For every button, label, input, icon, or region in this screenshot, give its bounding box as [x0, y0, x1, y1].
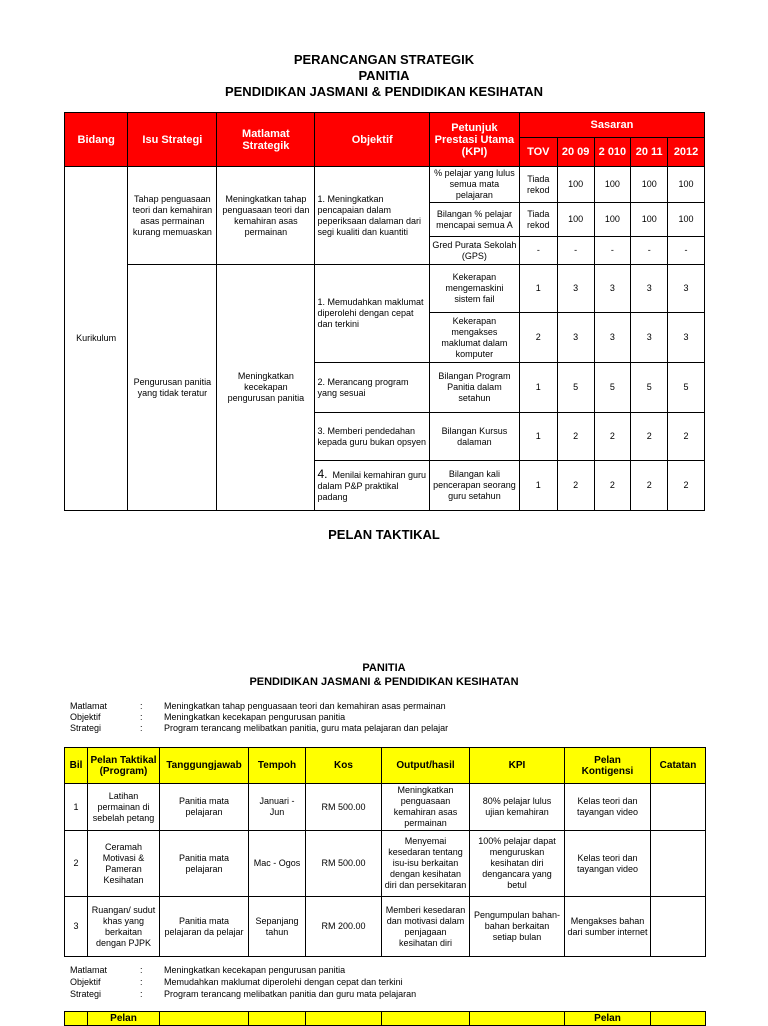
- strategic-table: [64, 112, 705, 511]
- header-cell: [306, 1012, 382, 1026]
- table-row: [65, 831, 706, 897]
- cell-value: 3: [594, 313, 631, 363]
- header-2010: 2 010: [594, 138, 631, 167]
- cell-isu-2: Pengurusan panitia yang tidak teratur: [128, 265, 217, 511]
- cell-value: -: [668, 237, 705, 265]
- section-title-subject: PENDIDIKAN JASMANI & PENDIDIKAN KESIHATAN: [249, 676, 519, 688]
- info-colon: :: [140, 965, 143, 975]
- info-label: Matlamat: [70, 701, 108, 711]
- header-catatan: Catatan: [651, 748, 706, 784]
- doc-subtitle-panitia: PANITIA: [358, 68, 410, 83]
- cell-value: 100: [668, 167, 705, 203]
- cell-value: 2: [668, 461, 705, 511]
- header-kontigensi: Pelan: [565, 1012, 651, 1026]
- cell-kpi: Bilangan Kursus dalaman: [429, 413, 519, 461]
- cell-tanggungjawab: Panitia mata pelajaran da pelajar: [160, 897, 249, 957]
- header-cell: [470, 1012, 565, 1026]
- header-tempoh: Tempoh: [249, 748, 306, 784]
- info-label: Strategi: [70, 989, 102, 999]
- objektif-text: Menilai kemahiran guru dalam P&P praktikal padang: [317, 469, 427, 502]
- cell-value: 3: [594, 265, 631, 313]
- header-isu-strategi: Isu Strategi: [128, 113, 217, 167]
- cell-objektif-1: 1. Meningkatkan pencapaian dalam peperiksaan dalaman dari segi kualiti dan kuantiti: [315, 167, 430, 265]
- cell-kos: RM 200.00: [306, 897, 382, 957]
- cell-value: 3: [668, 265, 705, 313]
- cell-bidang: Kurikulum: [65, 167, 128, 511]
- cell-kpi: Kekerapan mengakses maklumat dalam komputer: [429, 313, 519, 363]
- header-cell: [160, 1012, 249, 1026]
- header-output: Output/hasil: [382, 748, 470, 784]
- header-bidang: Bidang: [65, 113, 128, 167]
- info-label: Matlamat: [70, 965, 108, 975]
- cell-kpi: Kekerapan mengemaskini sistem fail: [429, 265, 519, 313]
- cell-objektif-2-4: [315, 461, 430, 511]
- cell-output: Meningkatkan penguasaan kemahiran asas permainan: [382, 784, 470, 831]
- cell-pelan: Latihan permainan di sebelah petang: [88, 784, 160, 831]
- cell-catatan: [651, 784, 706, 831]
- header-pelan: Pelan Taktikal (Program): [88, 748, 160, 784]
- cell-value: 5: [668, 363, 705, 413]
- doc-subtitle-subject: PENDIDIKAN JASMANI & PENDIDIKAN KESIHATAN: [224, 84, 544, 99]
- info-colon: :: [140, 989, 143, 999]
- cell-value: 2: [631, 461, 668, 511]
- cell-tov: Tiada rekod: [519, 203, 557, 237]
- cell-output: Menyemai kesedaran tentang isu-isu berkaitan dengan kesihatan diri dan persekitaran: [382, 831, 470, 897]
- info-colon: :: [140, 701, 143, 711]
- cell-value: 100: [557, 203, 594, 237]
- header-kos: Kos: [306, 748, 382, 784]
- cell-value: 3: [557, 265, 594, 313]
- objektif-number: 4.: [317, 466, 328, 481]
- cell-kpi: Gred Purata Sekolah (GPS): [429, 237, 519, 265]
- table-row: [65, 265, 705, 313]
- cell-kos: RM 500.00: [306, 784, 382, 831]
- cell-value: 2: [557, 461, 594, 511]
- cell-value: 3: [631, 265, 668, 313]
- tactical-table: [64, 747, 706, 957]
- cell-bil: 2: [65, 831, 88, 897]
- cell-isu-1: Tahap penguasaan teori dan kemahiran asas permainan kurang memuaskan: [128, 167, 217, 265]
- cell-kos: RM 500.00: [306, 831, 382, 897]
- info-label: Strategi: [70, 723, 102, 733]
- cell-kpi: Bilangan Program Panitia dalam setahun: [429, 363, 519, 413]
- cell-tempoh: Sepanjang tahun: [249, 897, 306, 957]
- header-cell: [65, 1012, 88, 1026]
- cell-tov: -: [519, 237, 557, 265]
- header-matlamat: Matlamat Strategik: [217, 113, 315, 167]
- cell-kpi: Bilangan kali pencerapan seorang guru setahun: [429, 461, 519, 511]
- cell-value: 100: [631, 167, 668, 203]
- cell-tempoh: Januari - Jun: [249, 784, 306, 831]
- cell-bil: 1: [65, 784, 88, 831]
- cell-kontigensi: Kelas teori dan tayangan video: [565, 831, 651, 897]
- cell-matlamat-2: Meningkatkan kecekapan pengurusan panitia: [217, 265, 315, 511]
- info-value: Memudahkan maklumat diperolehi dengan cepat dan terkini: [164, 977, 403, 987]
- cell-value: 100: [668, 203, 705, 237]
- cell-tov: 1: [519, 461, 557, 511]
- cell-objektif-2-2: 2. Merancang program yang sesuai: [315, 363, 430, 413]
- cell-value: 5: [631, 363, 668, 413]
- cell-tanggungjawab: Panitia mata pelajaran: [160, 784, 249, 831]
- header-objektif: Objektif: [315, 113, 430, 167]
- section-title-panitia: PANITIA: [362, 662, 406, 674]
- table-row: [65, 167, 705, 203]
- cell-tempoh: Mac - Ogos: [249, 831, 306, 897]
- doc-title: PERANCANGAN STRATEGIK: [293, 52, 475, 67]
- cell-value: 100: [594, 203, 631, 237]
- cell-kpi: % pelajar yang lulus semua mata pelajaran: [429, 167, 519, 203]
- info-colon: :: [140, 723, 143, 733]
- cell-objektif-2-1: 1. Memudahkan maklumat diperolehi dengan cepat dan terkini: [315, 265, 430, 363]
- cell-value: 3: [557, 313, 594, 363]
- cell-tanggungjawab: Panitia mata pelajaran: [160, 831, 249, 897]
- cell-kontigensi: Mengakses bahan dari sumber internet: [565, 897, 651, 957]
- info-label: Objektif: [70, 712, 101, 722]
- cell-objektif-2-3: 3. Memberi pendedahan kepada guru bukan opsyen: [315, 413, 430, 461]
- header-cell: [249, 1012, 306, 1026]
- header-2011: 20 11: [631, 138, 668, 167]
- cell-tov: 1: [519, 413, 557, 461]
- cell-value: 2: [668, 413, 705, 461]
- header-tov: TOV: [519, 138, 557, 167]
- cell-kontigensi: Kelas teori dan tayangan video: [565, 784, 651, 831]
- info-label: Objektif: [70, 977, 101, 987]
- cell-tov: 2: [519, 313, 557, 363]
- cell-value: 100: [557, 167, 594, 203]
- header-kpi: KPI: [470, 748, 565, 784]
- cell-value: 3: [668, 313, 705, 363]
- header-bil: Bil: [65, 748, 88, 784]
- cell-matlamat-1: Meningkatkan tahap penguasaan teori dan kemahiran asas permainan: [217, 167, 315, 265]
- cell-kpi: 100% pelajar dapat menguruskan kesihatan diri dengancara yang betul: [470, 831, 565, 897]
- cell-value: -: [594, 237, 631, 265]
- cell-value: 2: [631, 413, 668, 461]
- cell-tov: 1: [519, 363, 557, 413]
- cell-pelan: Ceramah Motivasi & Pameran Kesihatan: [88, 831, 160, 897]
- cell-value: 3: [631, 313, 668, 363]
- cell-value: 5: [557, 363, 594, 413]
- cell-value: -: [631, 237, 668, 265]
- info-value: Program terancang melibatkan panitia dan guru mata pelajaran: [164, 989, 417, 999]
- header-sasaran: Sasaran: [519, 113, 704, 138]
- cell-value: 2: [557, 413, 594, 461]
- info-value: Program terancang melibatkan panitia, guru mata pelajaran dan pelajar: [164, 723, 449, 733]
- info-colon: :: [140, 712, 143, 722]
- header-2012: 2012: [668, 138, 705, 167]
- info-colon: :: [140, 977, 143, 987]
- info-value: Meningkatkan kecekapan pengurusan panitia: [164, 712, 346, 722]
- header-kontigensi: Pelan Kontigensi: [565, 748, 651, 784]
- cell-tov: 1: [519, 265, 557, 313]
- table-row: [65, 897, 706, 957]
- cell-kpi: Pengumpulan bahan-bahan berkaitan setiap bulan: [470, 897, 565, 957]
- table-row: [65, 784, 706, 831]
- header-2009: 20 09: [557, 138, 594, 167]
- cell-pelan: Ruangan/ sudut khas yang berkaitan dengan PJPK: [88, 897, 160, 957]
- cell-catatan: [651, 897, 706, 957]
- cell-value: 2: [594, 461, 631, 511]
- cell-kpi: 80% pelajar lulus ujian kemahiran: [470, 784, 565, 831]
- header-kpi: Petunjuk Prestasi Utama (KPI): [429, 113, 519, 167]
- cell-kpi: Bilangan % pelajar mencapai semua A: [429, 203, 519, 237]
- cell-value: 5: [594, 363, 631, 413]
- cell-value: 2: [594, 413, 631, 461]
- cell-value: -: [557, 237, 594, 265]
- cell-value: 100: [631, 203, 668, 237]
- info-value: Meningkatkan kecekapan pengurusan panitia: [164, 965, 346, 975]
- cell-catatan: [651, 831, 706, 897]
- header-cell: [382, 1012, 470, 1026]
- cell-tov: Tiada rekod: [519, 167, 557, 203]
- pelan-taktikal-title: PELAN TAKTIKAL: [328, 527, 440, 542]
- cell-bil: 3: [65, 897, 88, 957]
- header-pelan: Pelan: [88, 1012, 160, 1026]
- cell-value: 100: [594, 167, 631, 203]
- header-tanggungjawab: Tanggungjawab: [160, 748, 249, 784]
- cell-output: Memberi kesedaran dan motivasi dalam penjagaan kesihatan diri: [382, 897, 470, 957]
- header-cell: [651, 1012, 706, 1026]
- info-value: Meningkatkan tahap penguasaan teori dan kemahiran asas permainan: [164, 701, 446, 711]
